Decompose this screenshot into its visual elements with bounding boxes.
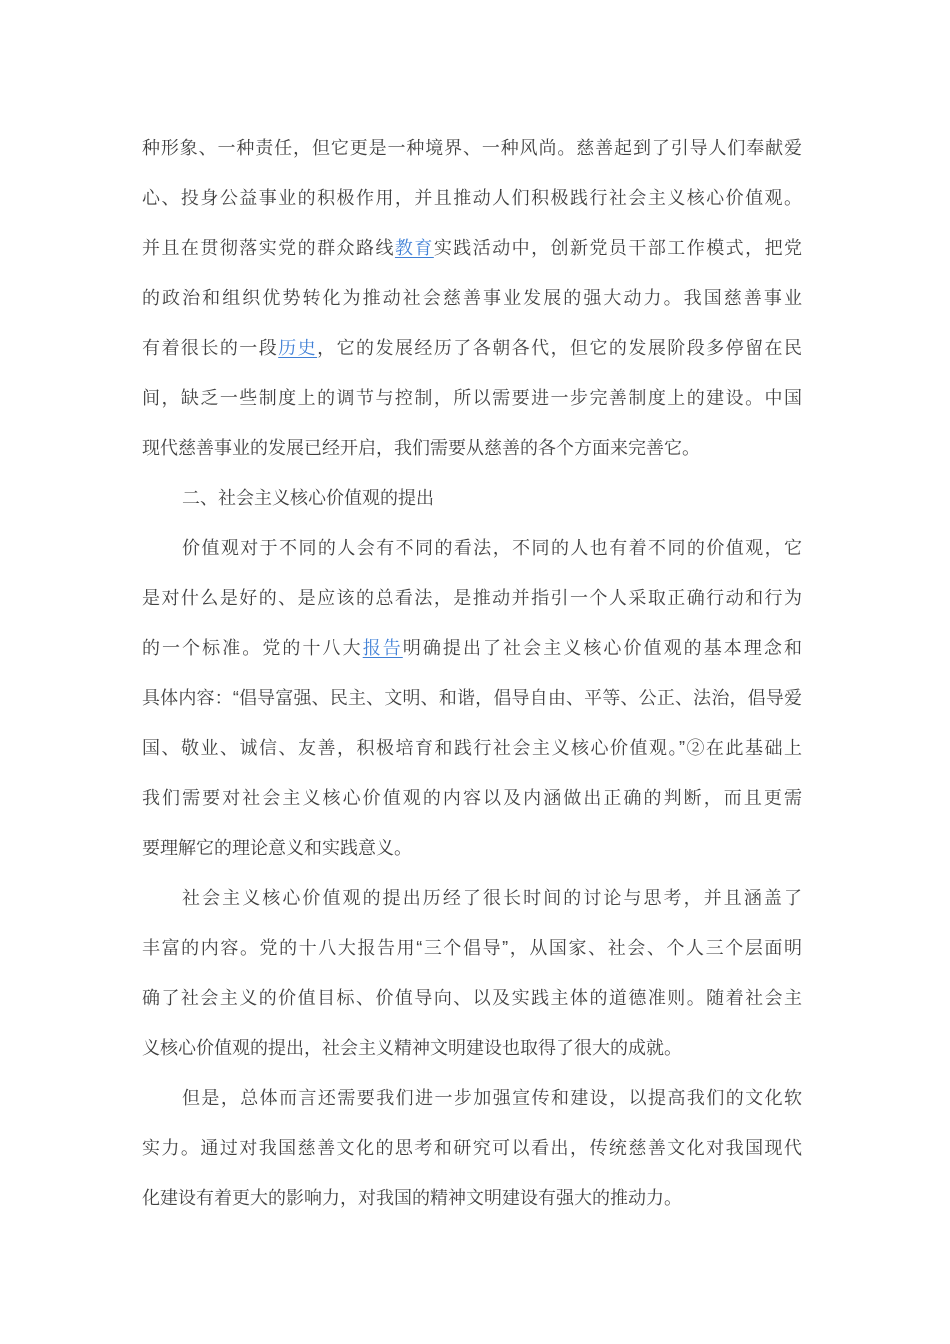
text-line	[142, 273, 802, 323]
text-line	[142, 673, 802, 723]
text-line	[142, 873, 802, 923]
text-segment: 间，缺乏一些制度上的调节与控制，所以需要进一步完善制度上的建设。中国	[142, 388, 802, 408]
text-line	[142, 973, 802, 1023]
text-segment: 价值观对于不同的人会有不同的看法，不同的人也有着不同的价值观，它	[182, 538, 802, 558]
text-line	[142, 223, 802, 273]
text-segment: 并且在贯彻落实党的群众路线	[142, 238, 395, 258]
text-segment: 明确提出了社会主义核心价值观的基本理念和	[402, 638, 802, 658]
text-line	[142, 1173, 802, 1223]
text-line	[142, 623, 802, 673]
text-segment: 种形象、一种责任，但它更是一种境界、一种风尚。慈善起到了引导人们奉献爱	[142, 138, 802, 158]
text-line	[142, 923, 802, 973]
text-line	[142, 823, 802, 873]
link-history[interactable]: 历史	[278, 338, 318, 358]
text-segment: 现代慈善事业的发展已经开启，我们需要从慈善的各个方面来完善它。	[142, 438, 700, 458]
link-report[interactable]: 报告	[362, 638, 403, 658]
text-segment: 但是，总体而言还需要我们进一步加强宣传和建设，以提高我们的文化软	[182, 1088, 802, 1108]
text-line	[142, 1023, 802, 1073]
heading-line	[142, 473, 802, 523]
text-segment: 社会主义核心价值观的提出历经了很长时间的讨论与思考，并且涵盖了	[182, 888, 802, 908]
text-segment: 实力。通过对我国慈善文化的思考和研究可以看出，传统慈善文化对我国现代	[142, 1138, 802, 1158]
text-line	[142, 1123, 802, 1173]
text-segment: 有着很长的一段	[142, 338, 279, 358]
text-segment: 具体内容：“倡导富强、民主、文明、和谐，倡导自由、平等、公正、法治，倡导爱	[142, 688, 802, 708]
text-segment: 是对什么是好的、是应该的总看法，是推动并指引一个人采取正确行动和行为	[142, 588, 802, 608]
text-segment: 实践活动中，创新党员干部工作模式，把党	[433, 238, 802, 258]
text-line	[142, 523, 802, 573]
text-segment: 二、社会主义核心价值观的提出	[182, 488, 434, 508]
text-segment: 丰富的内容。党的十八大报告用“三个倡导”，从国家、社会、个人三个层面明	[142, 938, 802, 958]
text-line	[142, 723, 802, 773]
text-line	[142, 123, 802, 173]
text-segment: 心、投身公益事业的积极作用，并且推动人们积极践行社会主义核心价值观。	[142, 188, 802, 208]
text-line	[142, 573, 802, 623]
document-body	[142, 123, 802, 1223]
text-segment: 的一个标准。党的十八大	[142, 638, 363, 658]
text-segment: 义核心价值观的提出，社会主义精神文明建设也取得了很大的成就。	[142, 1038, 682, 1058]
text-segment: ，它的发展经历了各朝各代，但它的发展阶段多停留在民	[317, 338, 802, 358]
text-segment: 国、敬业、诚信、友善，积极培育和践行社会主义核心价值观。”②在此基础上	[142, 738, 802, 758]
link-education[interactable]: 教育	[394, 238, 434, 258]
text-line	[142, 1073, 802, 1123]
text-segment: 的政治和组织优势转化为推动社会慈善事业发展的强大动力。我国慈善事业	[142, 288, 802, 308]
text-line	[142, 423, 802, 473]
text-segment: 我们需要对社会主义核心价值观的内容以及内涵做出正确的判断，而且更需	[142, 788, 802, 808]
text-line	[142, 373, 802, 423]
text-segment: 化建设有着更大的影响力，对我国的精神文明建设有强大的推动力。	[142, 1188, 682, 1208]
text-segment: 确了社会主义的价值目标、价值导向、以及实践主体的道德准则。随着社会主	[142, 988, 802, 1008]
text-line	[142, 323, 802, 373]
text-line	[142, 773, 802, 823]
text-line	[142, 173, 802, 223]
text-segment: 要理解它的理论意义和实践意义。	[142, 838, 412, 858]
